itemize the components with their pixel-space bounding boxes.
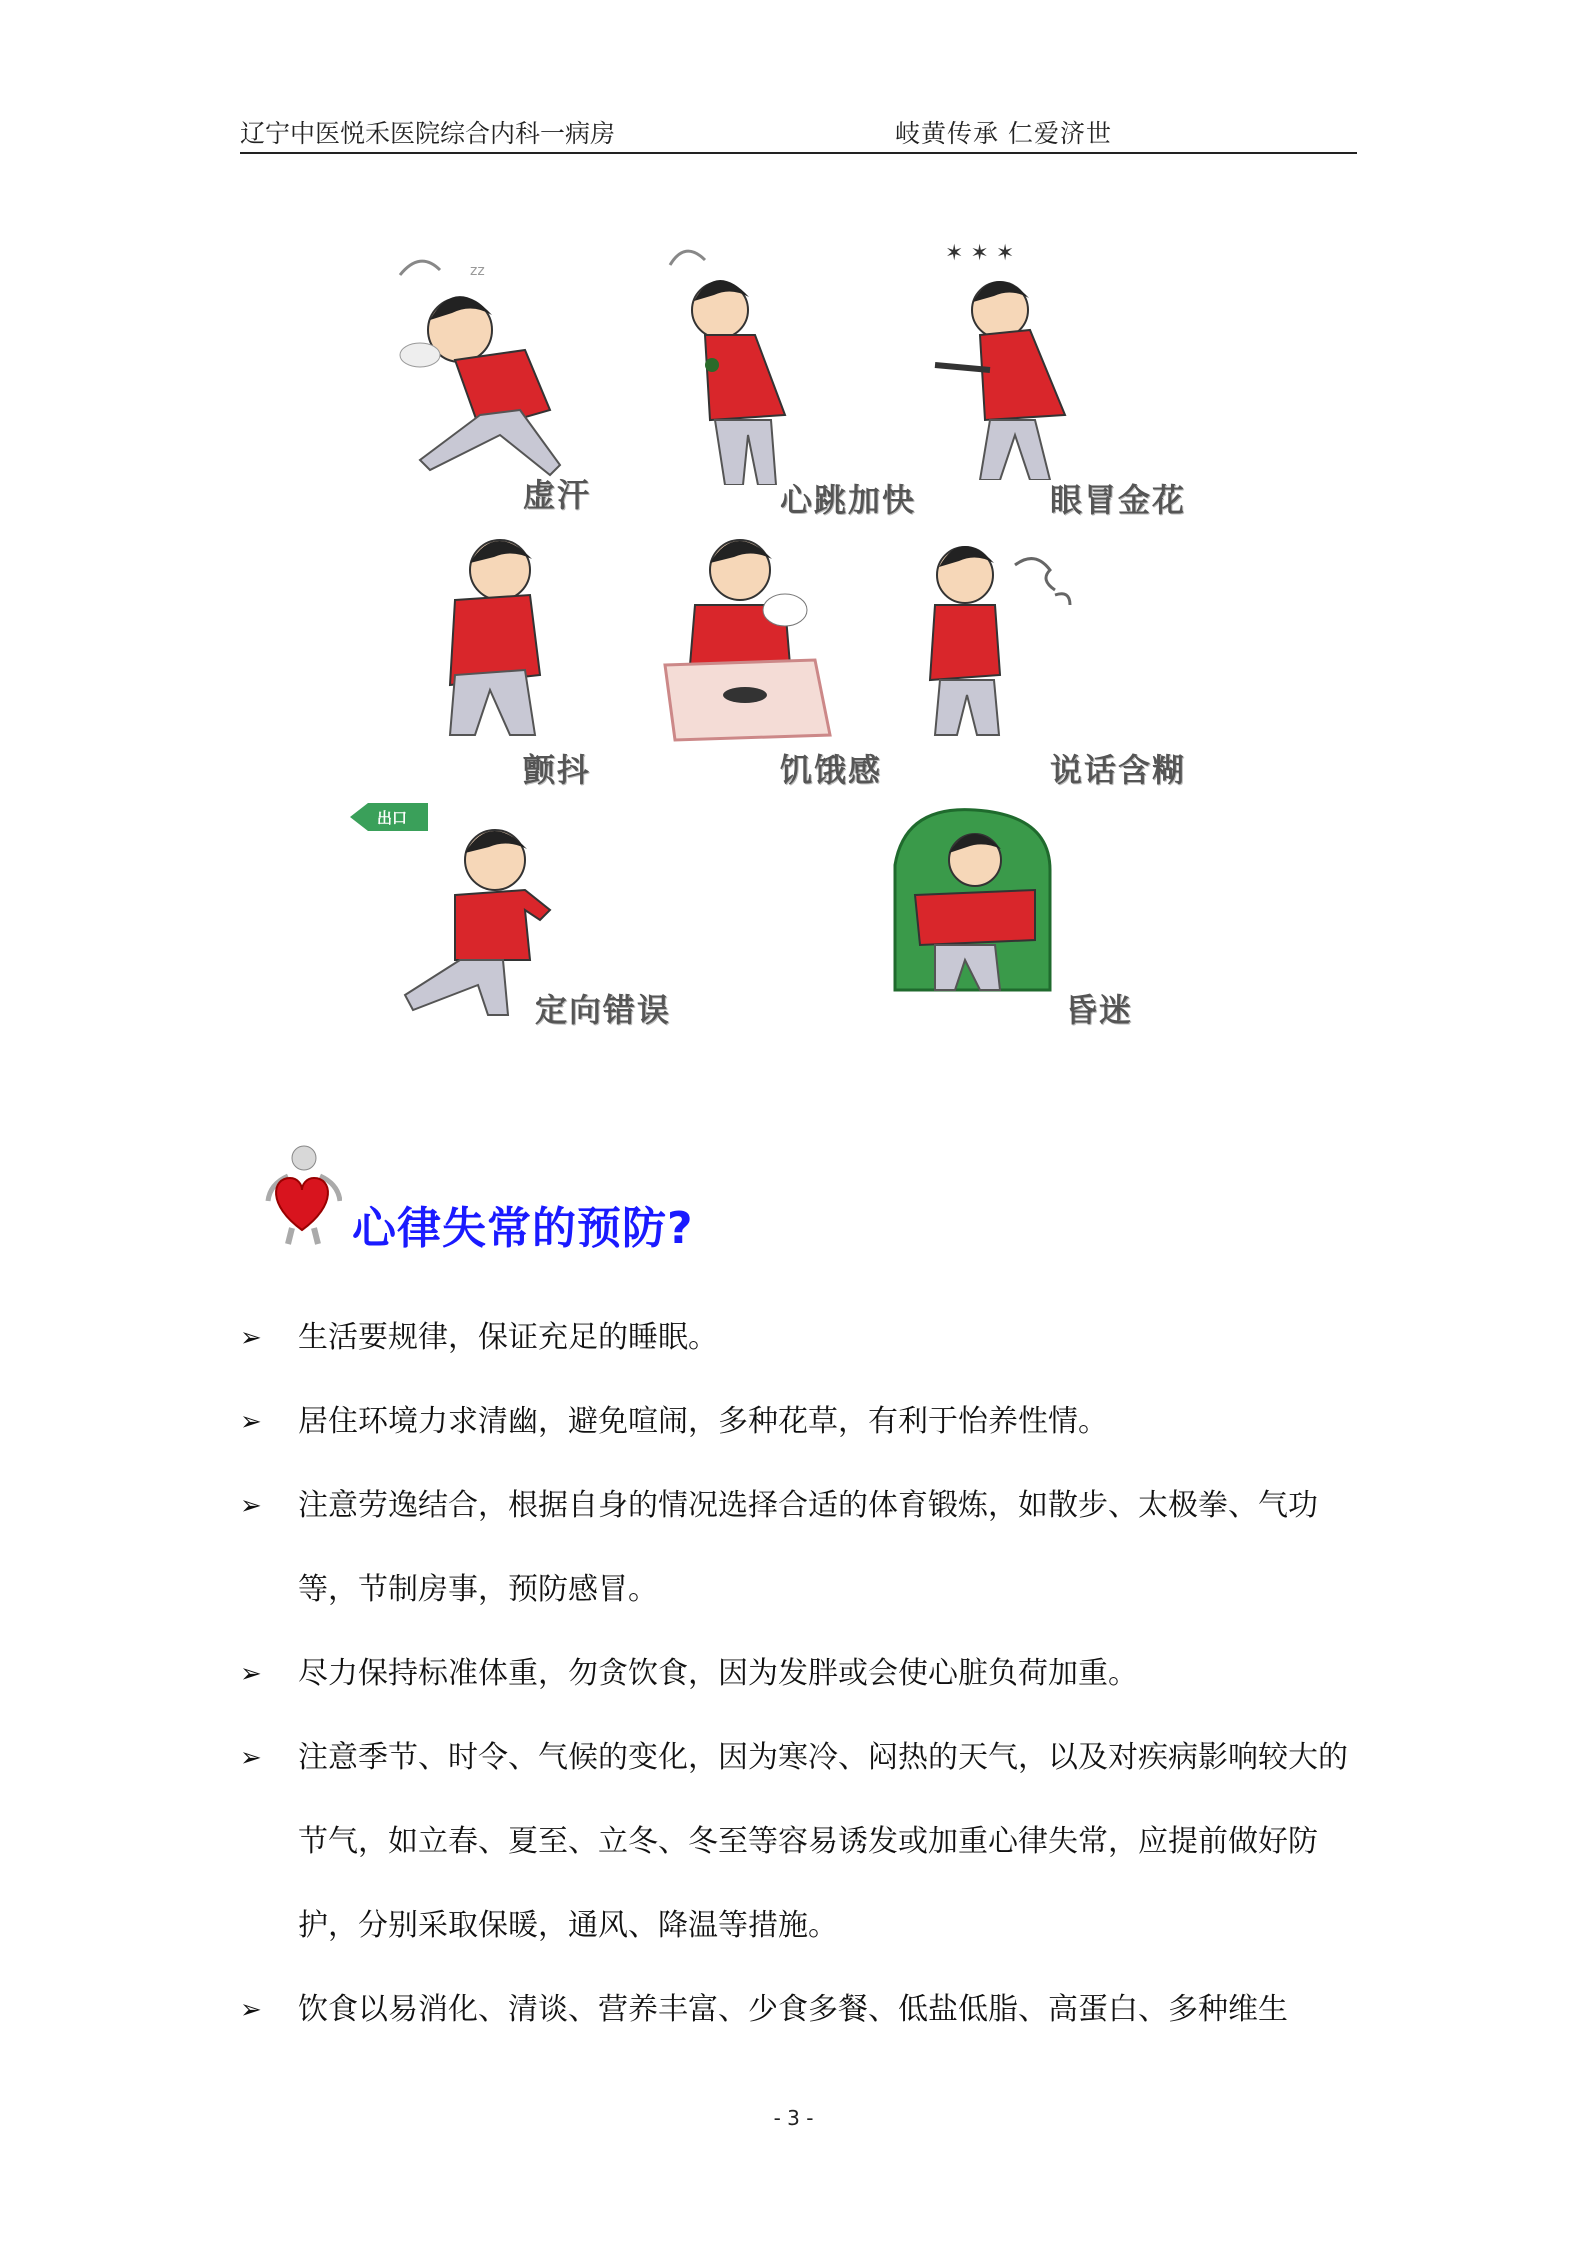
- arrow-bullet-icon: ➢: [240, 1743, 262, 1773]
- dizziness-figure-icon: [905, 230, 1125, 480]
- hypoglycemia-symptoms-illustration: [330, 225, 1230, 1085]
- list-item: [240, 1380, 1360, 1464]
- caption-sweating: 虚汗: [523, 476, 592, 514]
- list-item: [240, 1968, 1360, 2052]
- list-item: [240, 1716, 1360, 1968]
- list-item-text: 居住环境力求清幽，避免喧闹，多种花草，有利于怡养性情。: [298, 1404, 1108, 1439]
- list-item: [240, 1632, 1360, 1716]
- trembling-figure-icon: [400, 525, 600, 745]
- prevention-list: [240, 1296, 1360, 2052]
- caption-palpitation: 心跳加快: [780, 481, 917, 519]
- page-header: [240, 112, 1357, 154]
- caption-dizziness: 眼冒金花: [1050, 481, 1187, 519]
- hunger-figure-icon: [645, 525, 845, 745]
- symptom-cell-dizziness: [905, 230, 1205, 500]
- arrow-bullet-icon: ➢: [240, 1323, 262, 1353]
- heart-figure-icon: [262, 1140, 342, 1245]
- arrow-bullet-icon: ➢: [240, 1659, 262, 1689]
- header-hospital-name: 辽宁中医悦禾医院综合内科一病房: [240, 119, 616, 148]
- arrow-bullet-icon: ➢: [240, 1491, 262, 1521]
- caption-slurred-speech: 说话含糊: [1050, 751, 1187, 789]
- symptom-cell-sweating: [360, 245, 660, 515]
- symptom-cell-coma: [885, 805, 1185, 1075]
- list-item: [240, 1464, 1360, 1632]
- arrow-bullet-icon: ➢: [240, 1995, 262, 2025]
- section-title: 心律失常的预防?: [352, 1203, 694, 1254]
- slurred-speech-figure-icon: [905, 525, 1105, 745]
- svg-text:✶ ✶ ✶: ✶ ✶ ✶: [945, 241, 1015, 266]
- list-item-text: 注意劳逸结合，根据自身的情况选择合适的体育锻炼，如散步、太极拳、气功等，节制房事，预防感冒。: [298, 1488, 1318, 1607]
- caption-hunger: 饥饿感: [780, 751, 883, 789]
- arrow-bullet-icon: ➢: [240, 1407, 262, 1437]
- exit-sign-label: 出口: [377, 809, 408, 827]
- list-item: [240, 1296, 1360, 1380]
- sweating-figure-icon: [360, 245, 620, 485]
- list-item-text: 尽力保持标准体重，勿贪饮食，因为发胖或会使心脏负荷加重。: [298, 1656, 1138, 1691]
- list-item-text: 注意季节、时令、气候的变化，因为寒冷、闷热的天气，以及对疾病影响较大的节气，如立春、夏至、立冬、冬至等容易诱发或加重心律失常，应提前做好防护，分别采取保暖，通风、降温等措施。: [298, 1740, 1348, 1943]
- page-number: - 3 -: [773, 2106, 814, 2130]
- list-item-text: 生活要规律，保证充足的睡眠。: [298, 1320, 718, 1355]
- list-item-text: 饮食以易消化、清谈、营养丰富、少食多餐、低盐低脂、高蛋白、多种维生: [298, 1992, 1288, 2027]
- caption-trembling: 颤抖: [523, 751, 592, 789]
- caption-disorientation: 定向错误: [535, 991, 672, 1029]
- svg-text:zz: zz: [470, 263, 485, 279]
- caption-coma: 昏迷: [1065, 991, 1134, 1029]
- palpitation-figure-icon: [650, 235, 850, 485]
- coma-figure-icon: [885, 805, 1065, 1015]
- header-motto: 岐黄传承 仁爱济世: [895, 119, 1112, 148]
